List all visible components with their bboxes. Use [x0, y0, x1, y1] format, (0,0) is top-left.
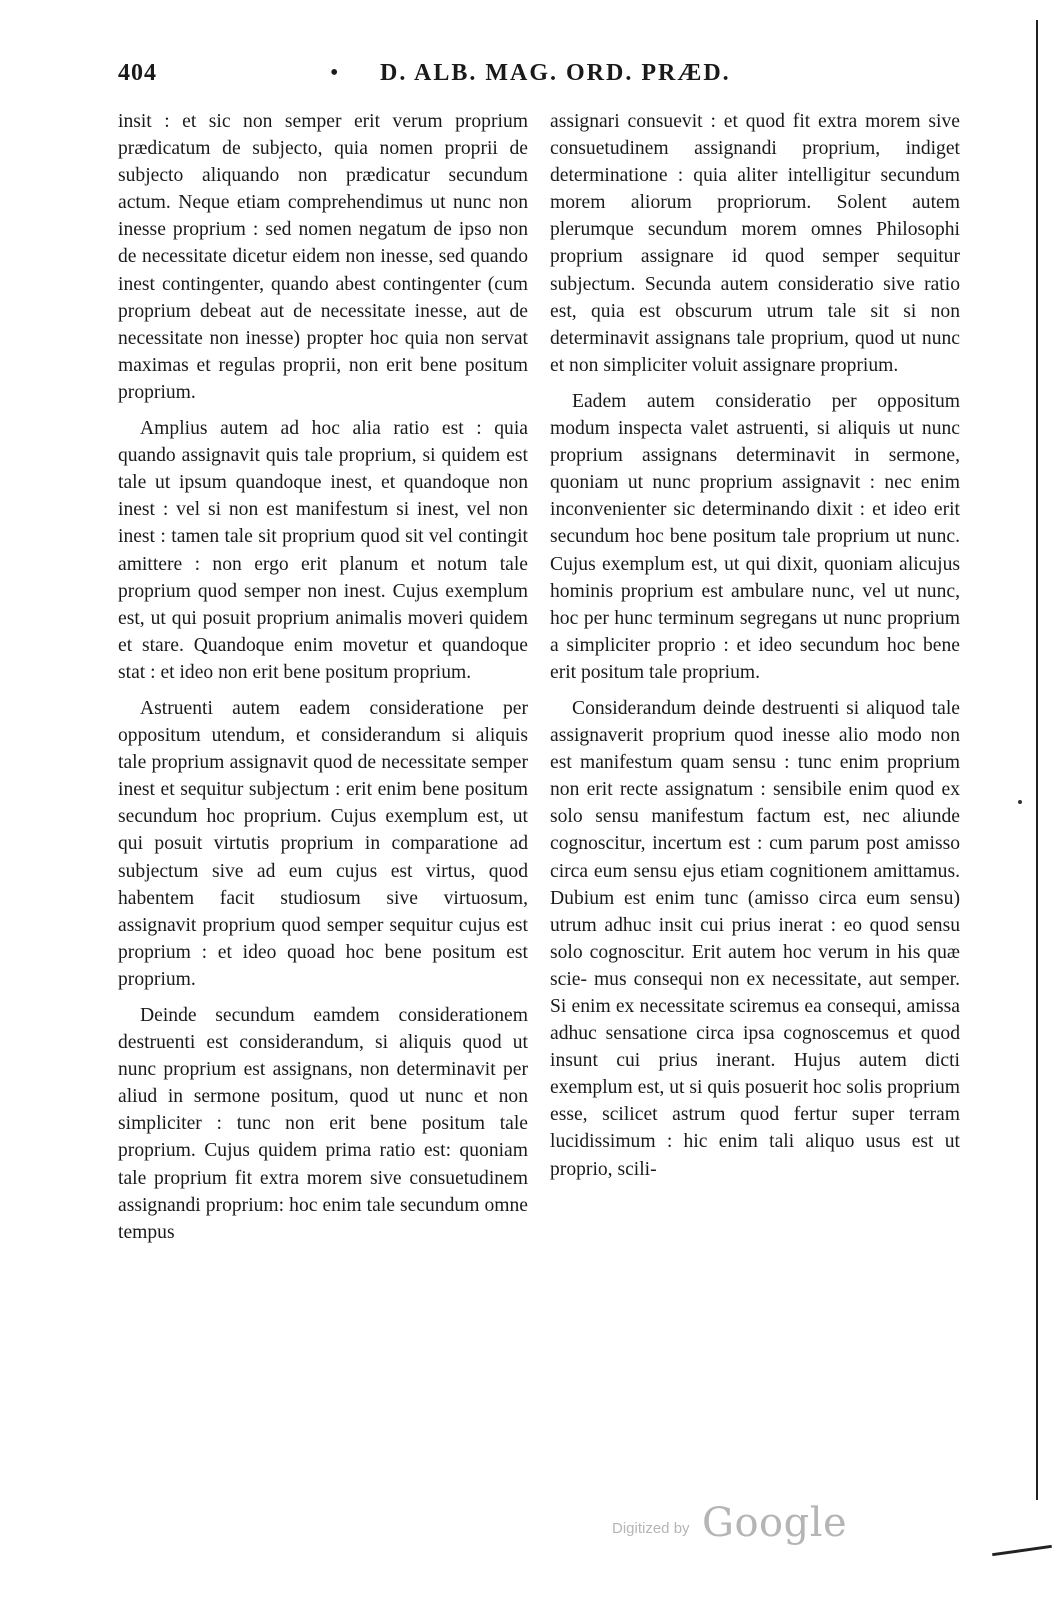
right-column [550, 108, 960, 1192]
page-edge-mark [992, 1545, 1052, 1556]
paragraph: Astruenti autem eadem consideratione per oppositum utendum, et considerandum si aliquis tale proprium assignavit quod de necessitate semper inest et sequitur subjectum : erit enim bene positum secundum hoc proprium. Cujus exemplum est, ut qui posuit virtutis proprium in comparatione ad subjectum sive ad eum cujus est virtus, quod habentem facit studiosum sive virtuosum, assignavit proprium quod semper sequitur cujus est proprium : et ideo quoad hoc bene positum est proprium. [118, 697, 528, 990]
running-title: D. ALB. MAG. ORD. PRÆD. [380, 60, 731, 86]
page-header [118, 60, 978, 92]
paragraph: insit : et sic non semper erit verum proprium prædicatum de subjecto, quia nomen proprii de subjecto aliquando non prædicatur secundum actum. Neque etiam comprehendimus ut nunc non inesse proprium : sed nomen negatum de ipso non de necessitate dicetur eidem non inesse, sed quando inest contingenter, quando abest contingenter (cum proprium debeat aut de necessitate inesse, aut de necessitate non inesse) propter hoc quia non servat maximas et regulas proprii, non erit bene positum proprium. [118, 111, 528, 403]
digitized-by-label: Digitized by [612, 1520, 690, 1537]
header-dot: • [330, 60, 340, 86]
google-logo: Google [702, 1500, 848, 1546]
paragraph: assignari consuevit : et quod fit extra morem sive consuetudinem assignandi proprium, indiget determinatione : quia aliter intelligitur secundum morem aliorum propriorum. Solent autem plerumque secundum morem omnes Philosophi proprium assignare id quod semper sequitur subjectum. Secunda autem consideratio sive ratio est, quia est obscurum utrum tale sit si non determinavit assignans tale proprium, quod ut nunc et non simpliciter voluit assignare proprium. [550, 111, 960, 376]
paragraph: Considerandum deinde destruenti si aliquod tale assignaverit proprium quod inesse alio modo non est manifestum quam sensu : tunc enim proprium non erit recte assignatum : sensibile enim quod ex solo sensu manifestum factum est, nec aliunde cognoscitur, incertum est : cum parum post amisso circa eum sensu ejus etiam cognitionem amittamus. Dubium est enim tunc (amisso circa eum sensu) utrum adhuc insit cui prius inerat : eo quod sensu solo cognoscitur. Erit autem hoc verum in his quæ scie- mus consequi non ex necessitate, aut semper. Si enim ex necessitate sciremus ea consequi, amissa adhuc sensatione circa ipsa cognoscemus et quod insunt cui prius inerant. Hujus autem dicti exemplum est, ut si quis posuerit hoc solis proprium esse, scilicet astrum quod fertur super terram lucidissimum : hic enim tali aliquo usus est ut proprio, scili- [550, 697, 960, 1180]
paragraph: Eadem autem consideratio per oppositum modum inspecta valet astruenti, si aliquis ut nunc proprium assignans determinavit in sermone, quoniam ut nunc proprium assignavit : nec enim inconvenienter sic determinando dixit : et ideo erit secundum hoc bene positum tale proprium ut nunc. Cujus exemplum est, ut qui dixit, quoniam alicujus hominis proprium est ambulare nunc, vel ut nunc, hoc per hunc terminum segregans ut nunc proprium a simpliciter proprio : et ideo secundum hoc bene erit positum tale proprium. [550, 390, 960, 683]
page-edge-line [1036, 20, 1038, 1500]
paragraph: Amplius autem ad hoc alia ratio est : quia quando assignavit quis tale proprium, si quidem est tale ut ipsum quandoque inest, et quandoque non inest : vel si non est manifestum si inest, vel non inest : tamen tale sit proprium quod sit vel contingit amittere : non ergo erit planum et notum tale proprium quod semper non inest. Cujus exemplum est, ut qui posuit proprium animalis moveri quidem et stare. Quandoque enim movetur et quandoque stat : et ideo non erit bene positum proprium. [118, 418, 528, 683]
digitization-watermark [612, 1500, 872, 1550]
page-number: 404 [118, 60, 157, 86]
paragraph: Deinde secundum eamdem considerationem destruenti est considerandum, si aliquis quod ut nunc proprium est assignans, non determinavit per aliud in sermone positum, quod ut nunc et non simpliciter : tunc non erit bene positum tale proprium. Cujus quidem prima ratio est: quoniam tale proprium fit extra morem sive consuetudinem assignandi proprium: hoc enim tale secundum omne tempus [118, 1005, 528, 1243]
speck-mark [1018, 800, 1022, 804]
left-column [118, 108, 528, 1255]
